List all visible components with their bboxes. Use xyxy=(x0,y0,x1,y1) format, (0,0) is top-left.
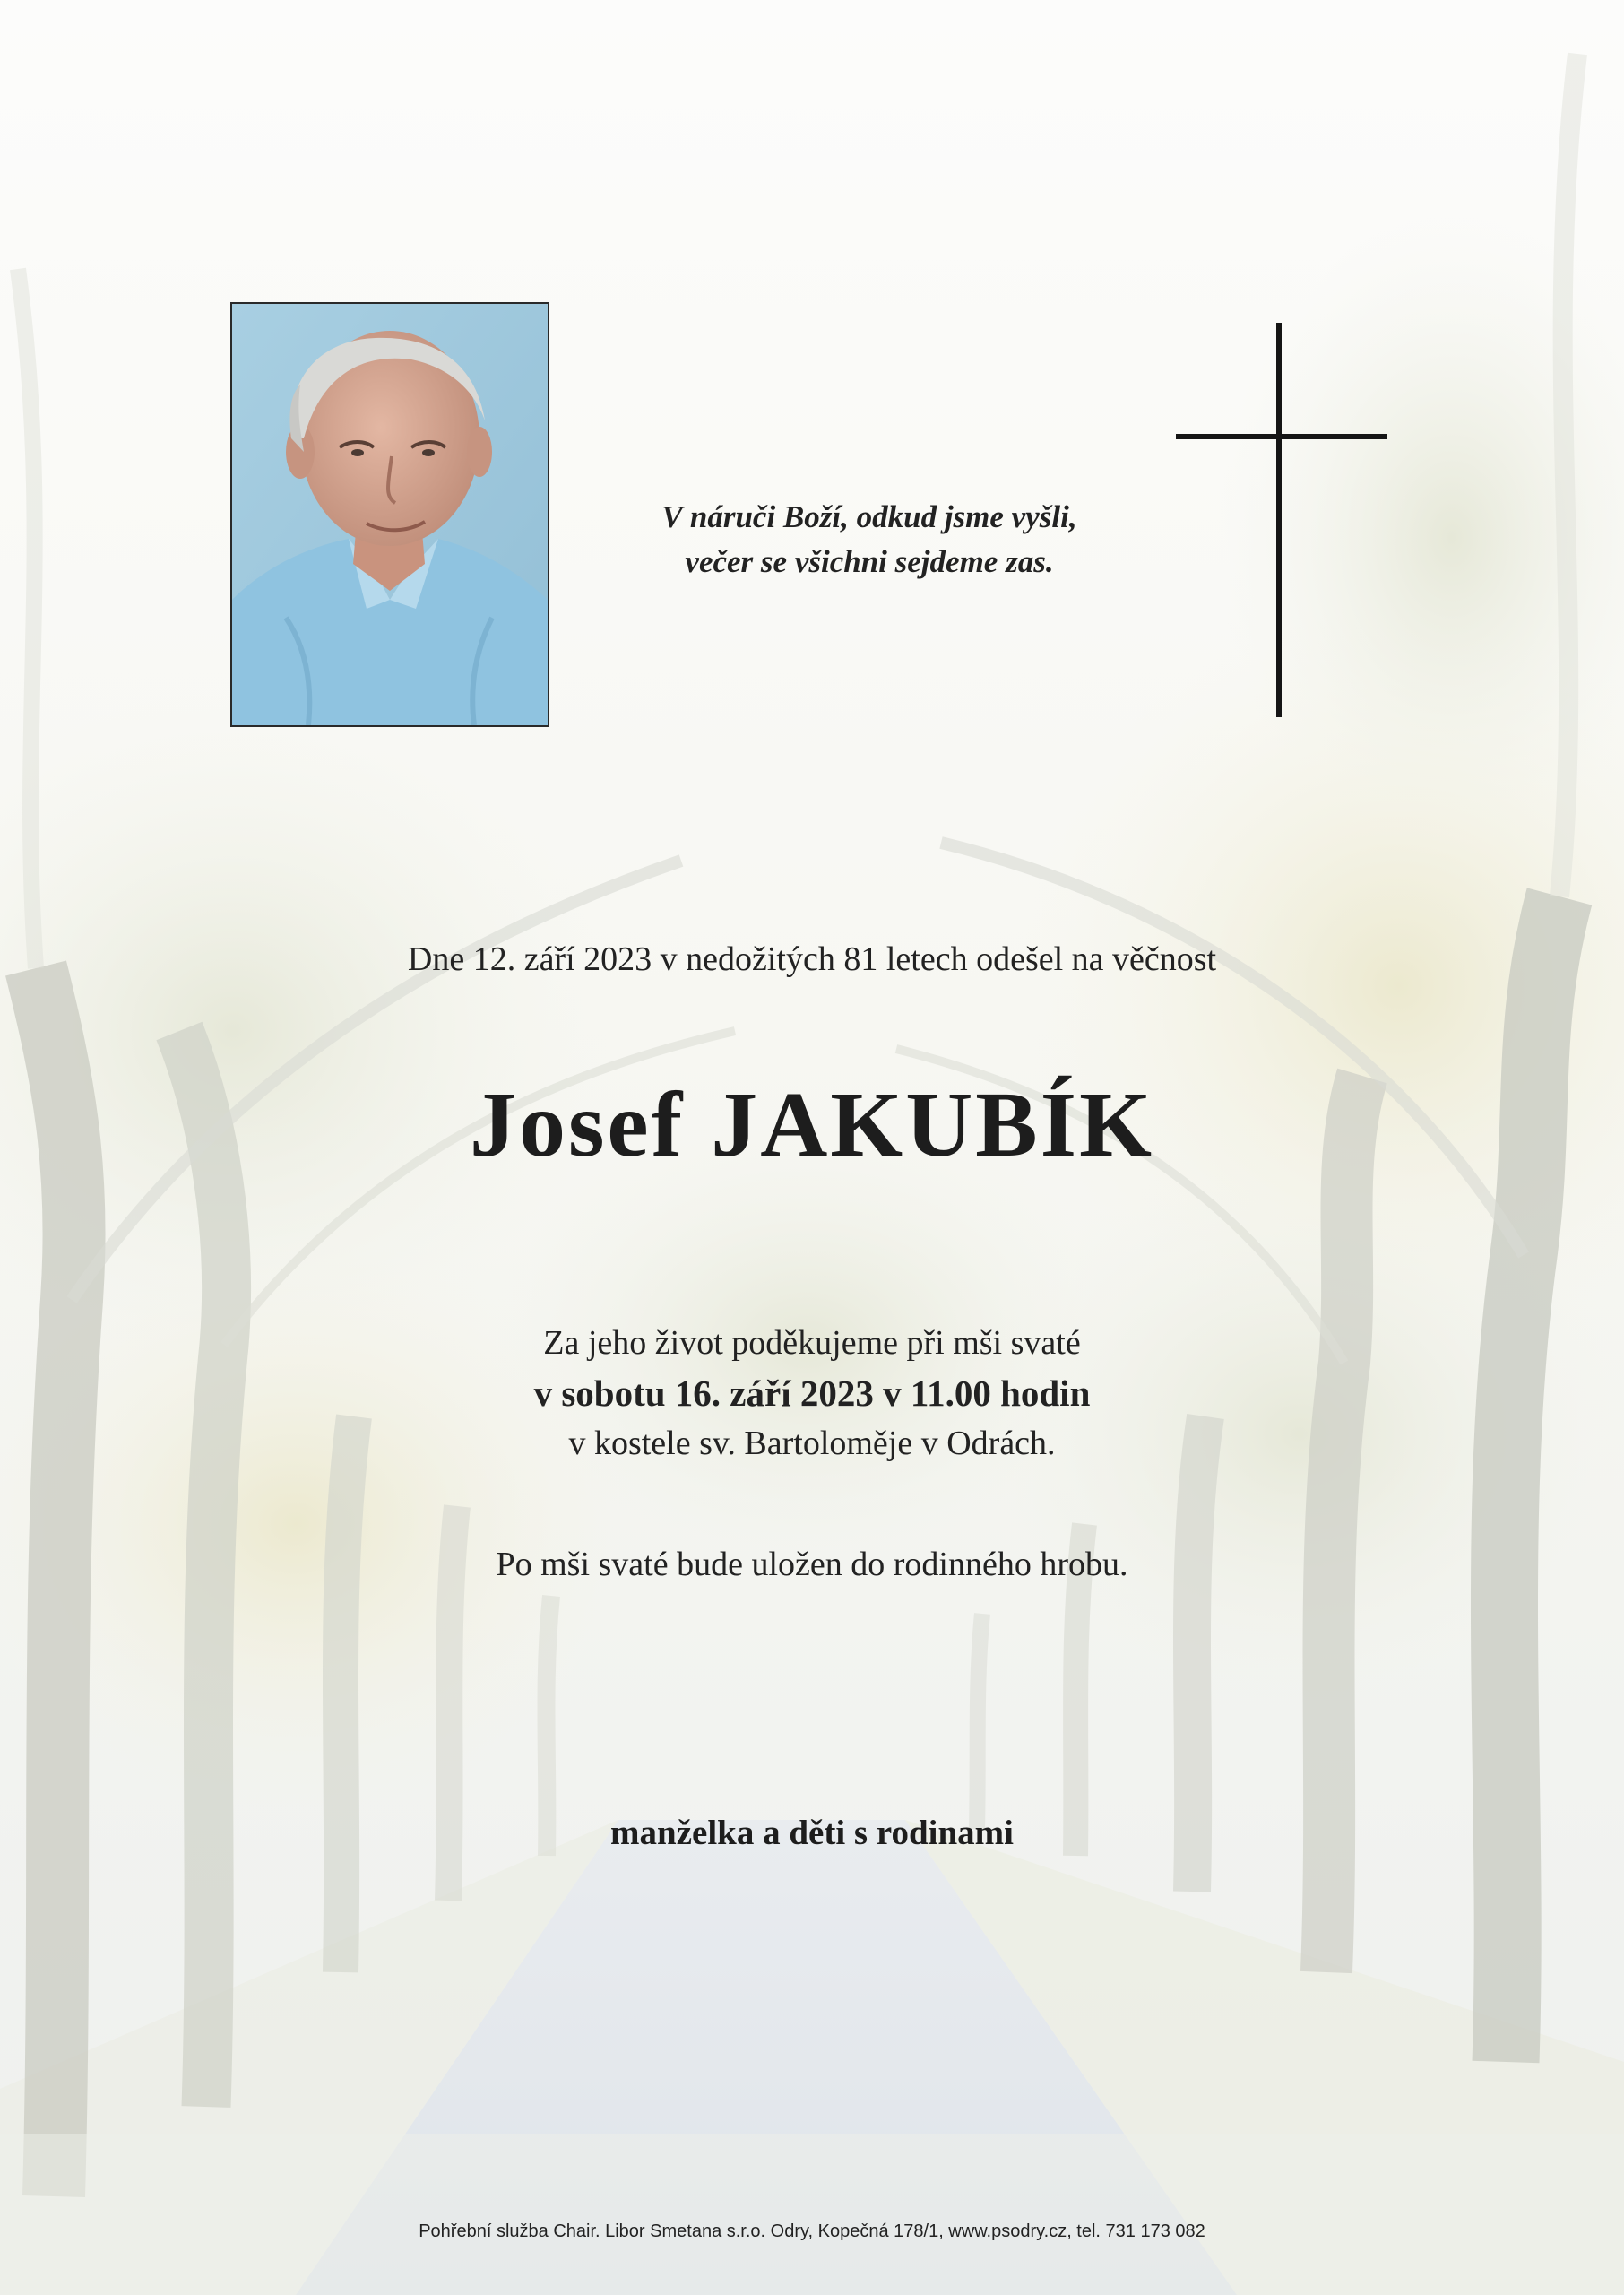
mass-line-1: Za jeho život poděkujeme při mši svaté xyxy=(543,1324,1081,1362)
motto-line-1: V náruči Boží, odkud jsme vyšli, xyxy=(661,499,1077,534)
death-announcement: Dne 12. září 2023 v nedožitých 81 letech odešel na věčnost xyxy=(407,940,1217,978)
cross-vertical-bar xyxy=(1276,323,1282,717)
portrait-photo-icon xyxy=(232,304,548,725)
deceased-name: Josef JAKUBÍK xyxy=(469,1073,1155,1176)
burial-info: Po mši svaté bude uložen do rodinného hrobu. xyxy=(496,1546,1128,1583)
funeral-mass-info xyxy=(0,1318,1624,1468)
portrait-photo xyxy=(230,302,549,727)
motto-line-2: večer se všichni sejdeme zas. xyxy=(685,544,1054,579)
funeral-service-footer: Pohřební služba Chair. Libor Smetana s.r.o. Odry, Kopečná 178/1, www.psodry.cz, tel. 731 173 082 xyxy=(419,2221,1205,2241)
mass-date-time: v sobotu 16. září 2023 v 11.00 hodin xyxy=(533,1373,1091,1414)
family-signature: manželka a děti s rodinami xyxy=(610,1814,1014,1852)
motto xyxy=(556,495,1183,585)
mass-location: v kostele sv. Bartoloměje v Odrách. xyxy=(568,1425,1056,1462)
cross-horizontal-bar xyxy=(1176,434,1387,439)
